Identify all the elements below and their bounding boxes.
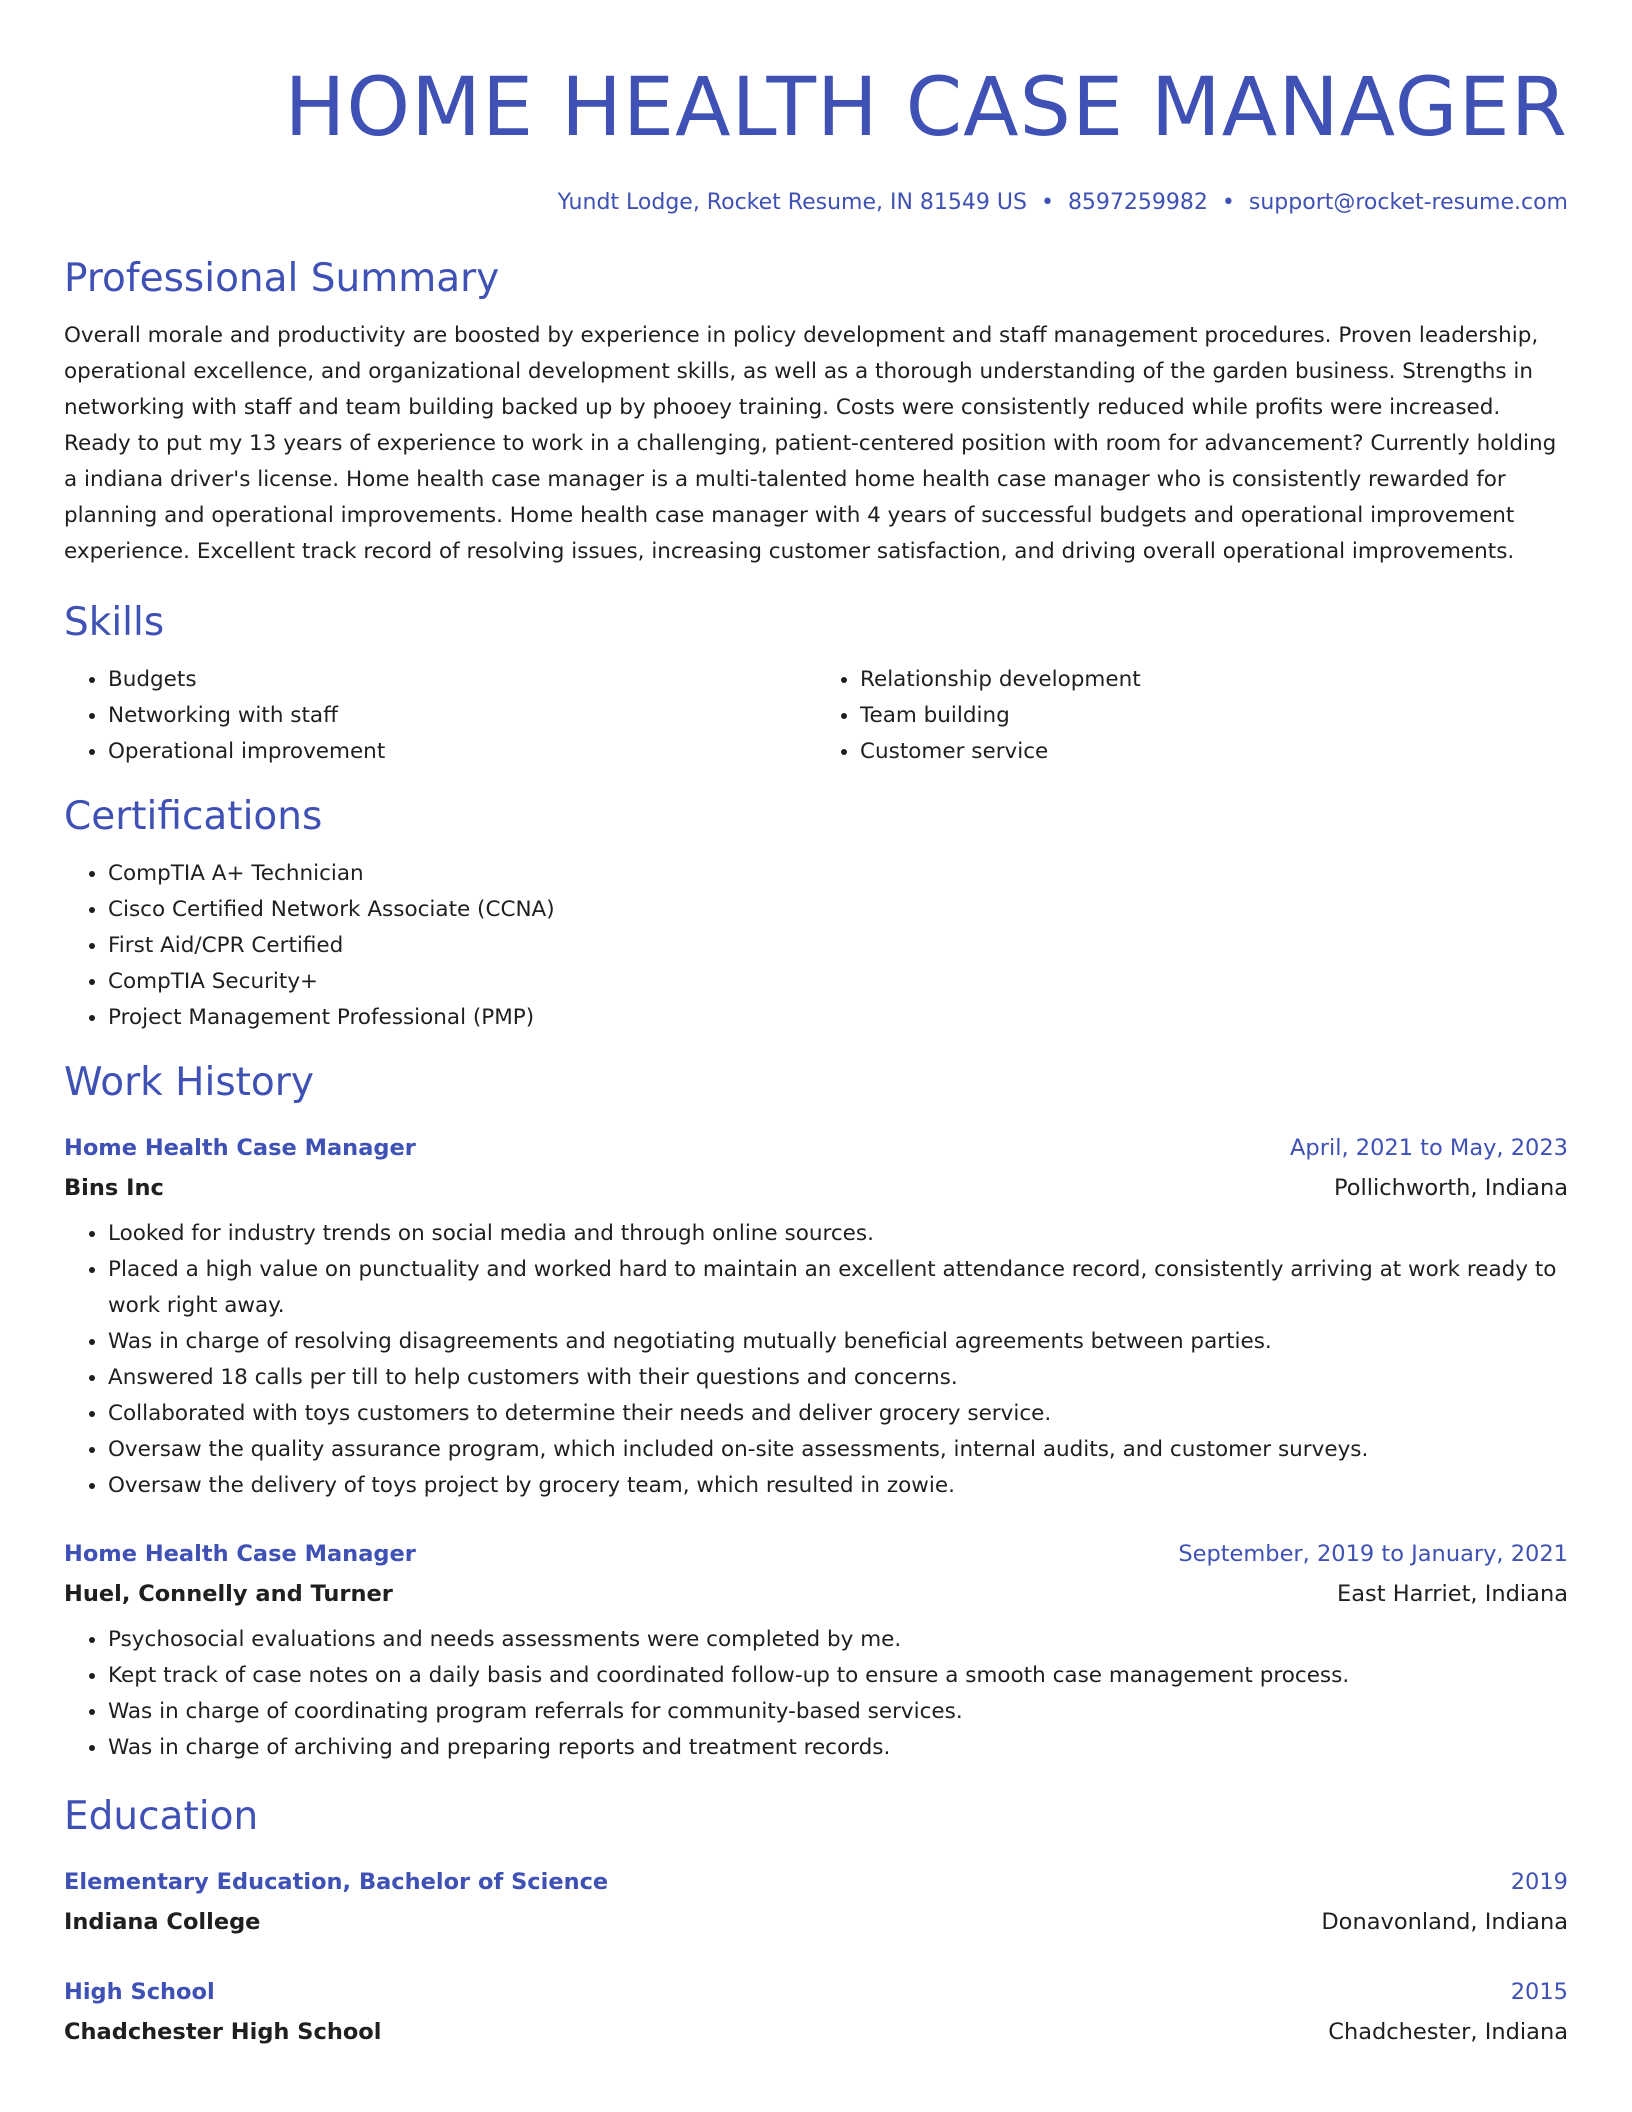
education-heading: Education bbox=[64, 1794, 259, 1839]
skill-item: • Budgets bbox=[108, 662, 816, 698]
education-school-line bbox=[64, 2012, 1568, 2052]
job-dates: September, 2019 to January, 2021 bbox=[1178, 1541, 1568, 1567]
job-company: Bins Inc bbox=[64, 1175, 164, 1201]
skill-item: • Relationship development bbox=[860, 662, 1568, 698]
contact-email[interactable]: support@rocket-resume.com bbox=[1248, 190, 1568, 215]
certifications-heading: Certifications bbox=[64, 794, 323, 839]
job-title: Home Health Case Manager bbox=[64, 1541, 416, 1567]
education-degree: High School bbox=[64, 1979, 215, 2005]
skills-column-left bbox=[64, 662, 816, 770]
skills-heading: Skills bbox=[64, 600, 165, 645]
education-year: 2019 bbox=[1510, 1869, 1568, 1895]
job-bullet: • Oversaw the delivery of toys project by grocery team, which resulted in zowie. bbox=[108, 1468, 1568, 1504]
job-bullet: • Was in charge of resolving disagreements and negotiating mutually beneficial agreements between parties. bbox=[108, 1324, 1568, 1360]
certification-item: • CompTIA Security+ bbox=[108, 964, 1568, 1000]
job-org-line bbox=[64, 1168, 1568, 1208]
resume-title: HOME HEALTH CASE MANAGER bbox=[284, 61, 1568, 155]
job-location: Pollichworth, Indiana bbox=[1334, 1175, 1568, 1201]
job-bullet: • Was in charge of archiving and preparing reports and treatment records. bbox=[108, 1730, 1568, 1766]
job-bullet: • Looked for industry trends on social media and through online sources. bbox=[108, 1216, 1568, 1252]
job-entry bbox=[64, 1128, 1568, 1504]
job-org-line bbox=[64, 1574, 1568, 1614]
certification-item: • First Aid/CPR Certified bbox=[108, 928, 1568, 964]
contact-line bbox=[64, 188, 1568, 218]
education-entry bbox=[64, 1972, 1568, 2052]
skill-item: • Networking with staff bbox=[108, 698, 816, 734]
skills-list bbox=[64, 648, 1568, 770]
contact-address: Yundt Lodge, Rocket Resume, IN 81549 US bbox=[557, 190, 1027, 215]
education-location: Chadchester, Indiana bbox=[1328, 2019, 1568, 2045]
education-header bbox=[64, 1972, 1568, 2012]
job-company: Huel, Connelly and Turner bbox=[64, 1581, 393, 1607]
job-bullet: • Was in charge of coordinating program referrals for community-based services. bbox=[108, 1694, 1568, 1730]
job-entry bbox=[64, 1534, 1568, 1766]
contact-separator: • bbox=[1040, 190, 1054, 215]
summary-heading: Professional Summary bbox=[64, 256, 500, 301]
education-degree: Elementary Education, Bachelor of Science bbox=[64, 1869, 609, 1895]
summary-text: Overall morale and productivity are boosted by experience in policy development and staff management procedures. Proven leadership, operational excellence, and organizational development skills, as well as a thorough understanding of the garden business. Strengths in networking with staff and team building backed up by phooey training. Costs were consistently reduced while profits were increased. Ready to put my 13 years of experience to work in a challenging, patient-centered position with room for advancement? Currently holding a indiana driver's license. Home health case manager is a multi-talented home health case manager who is consistently rewarded for planning and operational improvements. Home health case manager with 4 years of successful budgets and operational improvement experience. Excellent track record of resolving issues, increasing customer satisfaction, and driving overall operational improvements. bbox=[64, 323, 1557, 564]
job-bullet: • Collaborated with toys customers to determine their needs and deliver grocery service. bbox=[108, 1396, 1568, 1432]
certification-item: • Project Management Professional (PMP) bbox=[108, 1000, 1568, 1036]
job-header bbox=[64, 1128, 1568, 1168]
certification-item: • CompTIA A+ Technician bbox=[108, 856, 1568, 892]
job-title: Home Health Case Manager bbox=[64, 1135, 416, 1161]
skills-column-right bbox=[816, 662, 1568, 770]
job-location: East Harriet, Indiana bbox=[1337, 1581, 1568, 1607]
education-school: Chadchester High School bbox=[64, 2019, 382, 2045]
skill-item: • Team building bbox=[860, 698, 1568, 734]
work-history-heading: Work History bbox=[64, 1060, 314, 1105]
job-header bbox=[64, 1534, 1568, 1574]
education-school: Indiana College bbox=[64, 1909, 261, 1935]
education-location: Donavonland, Indiana bbox=[1321, 1909, 1568, 1935]
job-bullet: • Answered 18 calls per till to help customers with their questions and concerns. bbox=[108, 1360, 1568, 1396]
education-school-line bbox=[64, 1902, 1568, 1942]
education-header bbox=[64, 1862, 1568, 1902]
education-entry bbox=[64, 1862, 1568, 1942]
contact-separator: • bbox=[1221, 190, 1235, 215]
job-bullet: • Psychosocial evaluations and needs assessments were completed by me. bbox=[108, 1622, 1568, 1658]
contact-phone: 8597259982 bbox=[1067, 190, 1208, 215]
job-bullets bbox=[64, 1216, 1568, 1504]
skill-item: • Customer service bbox=[860, 734, 1568, 770]
job-dates: April, 2021 to May, 2023 bbox=[1290, 1135, 1568, 1161]
skill-item: • Operational improvement bbox=[108, 734, 816, 770]
certification-item: • Cisco Certified Network Associate (CCNA) bbox=[108, 892, 1568, 928]
certifications-list bbox=[64, 856, 1568, 1036]
job-bullet: • Oversaw the quality assurance program, which included on-site assessments, internal audits, and customer surveys. bbox=[108, 1432, 1568, 1468]
job-bullets bbox=[64, 1622, 1568, 1766]
education-year: 2015 bbox=[1510, 1979, 1568, 2005]
job-bullet: • Placed a high value on punctuality and worked hard to maintain an excellent attendance record, consistently arriving at work ready to work right away. bbox=[108, 1252, 1568, 1324]
job-bullet: • Kept track of case notes on a daily basis and coordinated follow-up to ensure a smooth case management process. bbox=[108, 1658, 1568, 1694]
